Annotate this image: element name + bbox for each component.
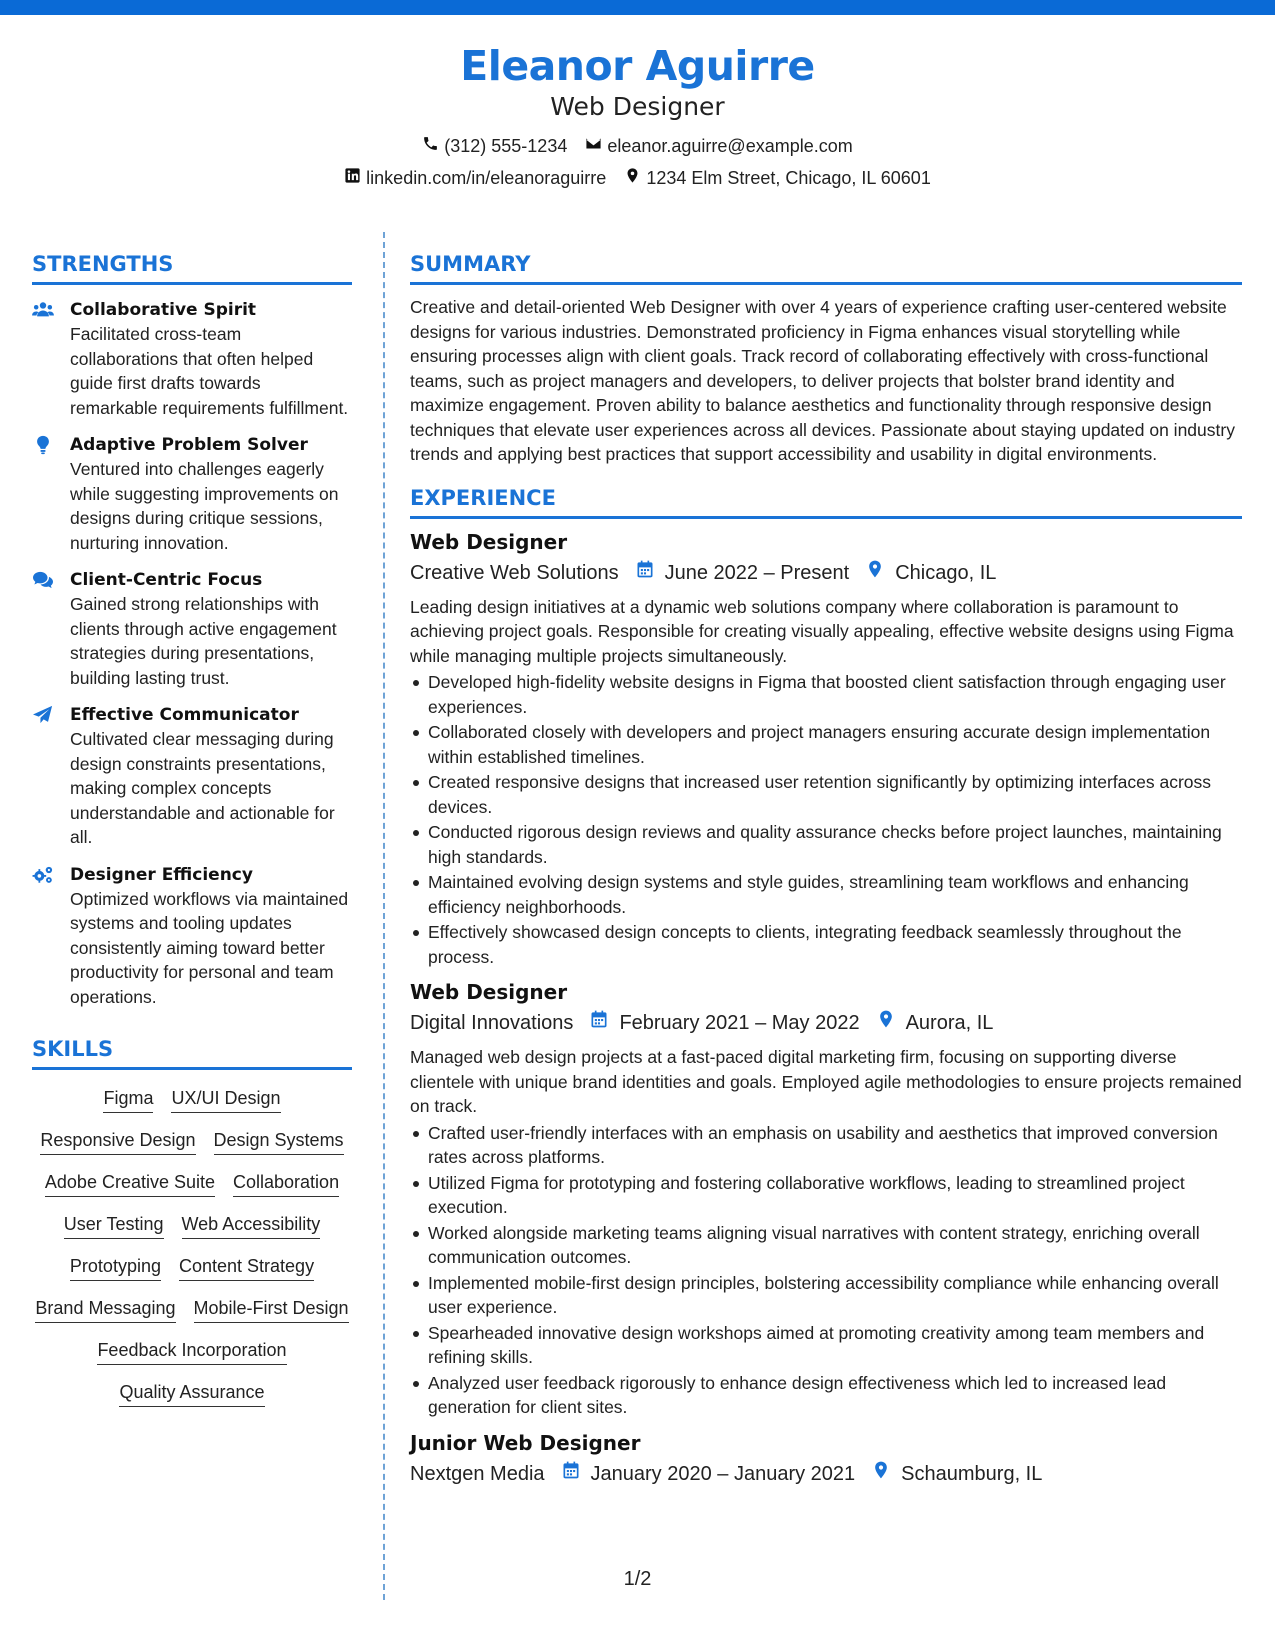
job-title: Web Designer	[410, 529, 568, 554]
left-column	[32, 250, 352, 1407]
column-divider	[383, 232, 385, 1600]
skill-tag: Feedback Incorporation	[97, 1338, 286, 1365]
calendar-icon	[635, 557, 655, 589]
map-pin-icon	[876, 1007, 896, 1039]
strength-description: Gained strong relationships with clients through active engagement strategies during presentations, building lasting trust.	[70, 594, 337, 688]
phone-contact	[422, 135, 567, 157]
skill-tag: Quality Assurance	[119, 1380, 264, 1407]
map-pin-icon	[871, 1458, 891, 1490]
job-bullets	[410, 670, 1242, 969]
job-bullet: Maintained evolving design systems and style guides, streamlining team workflows and enhancing efficiency neighborhoods.	[410, 870, 1242, 919]
job-dates	[635, 557, 850, 589]
skill-tag: Web Accessibility	[182, 1212, 321, 1239]
skill-tag: Responsive Design	[40, 1128, 195, 1155]
strength-name: Designer Efficiency	[70, 864, 253, 885]
page-number: 1/2	[623, 1568, 652, 1590]
email-text[interactable]: eleanor.aguirre@example.com	[607, 136, 853, 156]
job-title: Junior Web Designer	[410, 1430, 641, 1455]
candidate-role: Web Designer	[550, 92, 725, 121]
strength-item	[32, 863, 352, 1010]
job-description: Leading design initiatives at a dynamic web solutions company where collaboration is paramount to achieving project goals. Responsible for creating visually appealing, effective website designs using Figma while managing multiple projects simultaneously.	[410, 596, 1234, 666]
envelope-icon	[585, 135, 602, 157]
strength-description: Ventured into challenges eagerly while suggesting improvements on designs during critique sessions, nurturing innovation.	[70, 459, 339, 553]
job-meta	[410, 557, 1242, 589]
lightbulb-icon	[32, 433, 70, 555]
strength-item	[32, 298, 352, 420]
strength-name: Client-Centric Focus	[70, 570, 263, 590]
job-location	[876, 1007, 994, 1039]
phone-text: (312) 555-1234	[444, 136, 568, 156]
job-dates	[561, 1458, 856, 1490]
skills-heading: SKILLS	[32, 1035, 352, 1070]
candidate-name: Eleanor Aguirre	[460, 42, 815, 90]
job-meta	[410, 1007, 1242, 1039]
job-description: Managed web design projects at a fast-paced digital marketing firm, focusing on supporting diverse clientele with unique brand identities and goals. Employed agile methodologies to ensure projects remained on track.	[410, 1047, 1242, 1116]
summary-text: Creative and detail-oriented Web Designer with over 4 years of experience crafting user-centered website designs for various industries. Demonstrated proficiency in Figma enhances visual storytelling while ensuring processes align with client goals. Track record of collaborating effectively with cross-functional teams, such as project managers and developers, to deliver projects that bolster brand identity and maximize engagement. Proven ability to balance aesthetics and functionality through responsive design techniques that elevate user experiences across all devices. Passionate about staying updated on industry trends and applying best practices that support accessibility and usability in digital environments.	[410, 297, 1235, 464]
gears-icon	[32, 863, 70, 1010]
experience-heading: EXPERIENCE	[410, 484, 1242, 519]
job-bullet: Utilized Figma for prototyping and fostering collaborative workflows, leading to streamlined project execution.	[410, 1171, 1242, 1220]
skill-tag: Prototyping	[70, 1254, 161, 1281]
job-location-text: Chicago, IL	[895, 561, 997, 584]
experience-list	[410, 527, 1242, 1490]
skill-tag: UX/UI Design	[171, 1086, 280, 1113]
job-bullets	[410, 1121, 1242, 1420]
skill-tag: Mobile-First Design	[194, 1296, 349, 1323]
phone-icon	[422, 135, 439, 157]
job-bullet: Implemented mobile-first design principles, bolstering accessibility compliance while enhancing overall user experience.	[410, 1271, 1242, 1320]
job-location-text: Schaumburg, IL	[901, 1462, 1043, 1485]
contact-row	[0, 167, 1275, 189]
strengths-heading: STRENGTHS	[32, 250, 352, 285]
linkedin-text[interactable]: linkedin.com/in/eleanoraguirre	[366, 168, 607, 188]
job-bullet: Created responsive designs that increased user retention significantly by optimizing interfaces across devices.	[410, 770, 1242, 819]
calendar-icon	[561, 1458, 581, 1490]
job-bullet: Effectively showcased design concepts to clients, integrating feedback seamlessly throughout the process.	[410, 920, 1242, 969]
job-entry	[410, 977, 1242, 1420]
job-entry	[410, 1428, 1242, 1490]
map-pin-icon	[865, 557, 885, 589]
job-bullet: Developed high-fidelity website designs in Figma that boosted client satisfaction through engaging user experiences.	[410, 670, 1242, 719]
email-contact[interactable]	[585, 135, 852, 157]
job-bullet: Worked alongside marketing teams aligning visual narratives with content strategy, enriching overall communication outcomes.	[410, 1221, 1242, 1270]
job-bullet: Analyzed user feedback rigorously to enhance design effectiveness which led to increased lead generation for client sites.	[410, 1371, 1242, 1420]
skill-tag: Brand Messaging	[35, 1296, 175, 1323]
paper-plane-icon	[32, 703, 70, 850]
users-icon	[32, 298, 70, 420]
skills-list	[32, 1086, 352, 1407]
job-dates-text: June 2022 – Present	[664, 561, 850, 584]
job-location	[865, 557, 996, 589]
summary-heading: SUMMARY	[410, 250, 1242, 285]
job-dates	[589, 1007, 859, 1039]
skill-tag: Adobe Creative Suite	[45, 1170, 215, 1197]
job-location-text: Aurora, IL	[905, 1012, 994, 1034]
right-column	[410, 250, 1242, 1490]
job-entry	[410, 527, 1242, 970]
skill-tag: Figma	[103, 1086, 153, 1113]
address-text: 1234 Elm Street, Chicago, IL 60601	[646, 168, 931, 188]
job-bullet: Conducted rigorous design reviews and quality assurance checks before project launches, maintaining high standards.	[410, 820, 1242, 869]
strength-item	[32, 703, 352, 850]
contact-row	[0, 135, 1275, 157]
job-bullet: Collaborated closely with developers and project managers ensuring accurate design implementation within established timelines.	[410, 720, 1242, 769]
job-title: Web Designer	[410, 980, 568, 1004]
company-name: Creative Web Solutions	[410, 561, 619, 584]
strength-item	[32, 568, 352, 690]
strength-description: Facilitated cross-team collaborations that often helped guide first drafts towards remarkable requirements fulfillment.	[70, 324, 349, 418]
company-name: Nextgen Media	[410, 1462, 545, 1485]
map-pin-icon	[624, 167, 641, 189]
job-bullet: Crafted user-friendly interfaces with an emphasis on usability and aesthetics that improved conversion rates across platforms.	[410, 1121, 1242, 1170]
skill-tag: Design Systems	[214, 1128, 344, 1155]
linkedin-contact[interactable]	[344, 167, 606, 189]
strength-description: Cultivated clear messaging during design constraints presentations, making complex concepts understandable and actionable for all.	[70, 729, 335, 847]
job-location	[871, 1458, 1042, 1490]
comments-icon	[32, 568, 70, 690]
strength-description: Optimized workflows via maintained systems and tooling updates consistently aiming toward better productivity for personal and team operations.	[70, 888, 349, 1007]
address-contact	[624, 167, 931, 189]
strength-item	[32, 433, 352, 555]
skill-tag: User Testing	[64, 1212, 164, 1239]
skill-tag: Content Strategy	[179, 1254, 314, 1281]
skill-tag: Collaboration	[233, 1170, 339, 1197]
strength-name: Effective Communicator	[70, 705, 299, 725]
top-accent-bar	[0, 0, 1275, 15]
resume-header	[0, 40, 1275, 189]
job-meta	[410, 1458, 1242, 1490]
job-bullet: Spearheaded innovative design workshops aimed at promoting creativity among team members and refining skills.	[410, 1321, 1242, 1370]
calendar-icon	[589, 1007, 609, 1039]
strength-name: Collaborative Spirit	[70, 300, 257, 320]
company-name: Digital Innovations	[410, 1012, 574, 1034]
job-dates-text: February 2021 – May 2022	[619, 1012, 860, 1034]
strength-name: Adaptive Problem Solver	[70, 435, 308, 455]
job-dates-text: January 2020 – January 2021	[590, 1462, 856, 1485]
linkedin-icon	[344, 167, 361, 189]
